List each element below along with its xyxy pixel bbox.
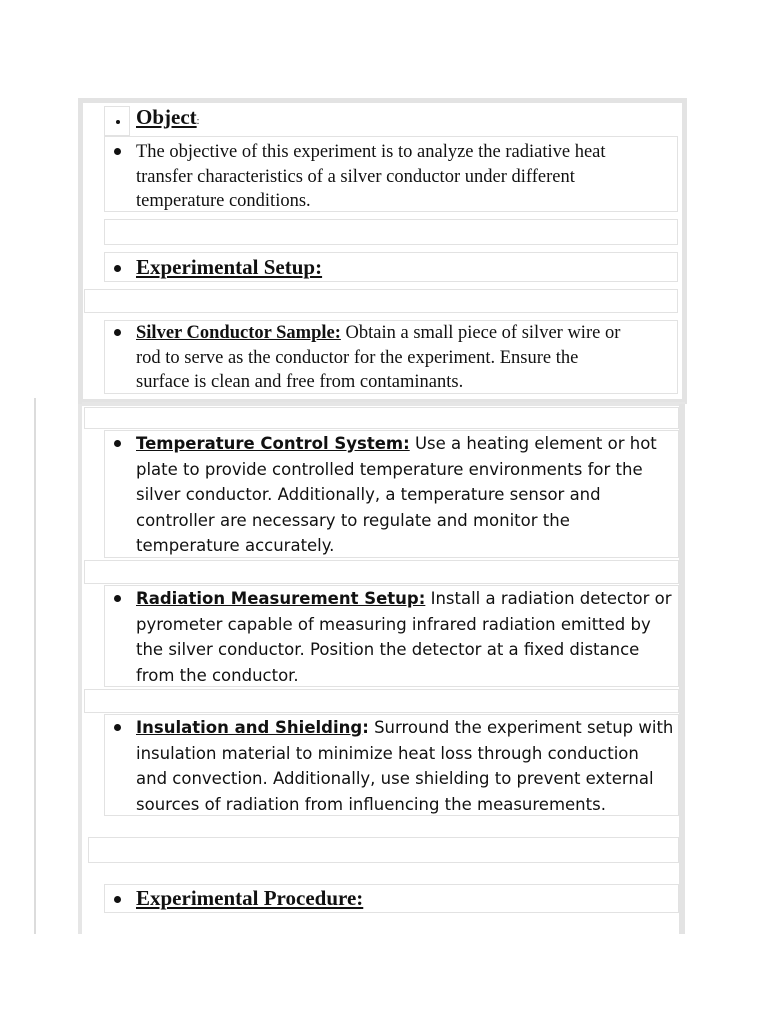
object-heading: Object: xyxy=(136,105,200,129)
list-item-radiation-measurement: Radiation Measurement Setup: Install a radiation detector or pyrometer capable of measuring infrared radiation emitted by the silver conductor. Position the detector at a fixed distance from the conductor. xyxy=(136,589,672,685)
table-cell xyxy=(84,689,679,713)
table-cell xyxy=(84,289,678,313)
document-frame-left xyxy=(78,404,82,934)
bullet-icon xyxy=(114,440,121,447)
setup-heading: Experimental Setup: xyxy=(136,255,323,279)
bullet-icon xyxy=(114,148,121,155)
table-cell xyxy=(84,560,679,584)
document-frame-right xyxy=(679,404,685,934)
table-cell xyxy=(84,407,679,429)
object-paragraph: The objective of this experiment is to analyze the radiative heat transfer characteristics of a silver conductor under different temperature conditions. xyxy=(136,142,606,211)
bullet-icon xyxy=(114,595,121,602)
document-margin-line xyxy=(34,398,36,934)
bullet-icon xyxy=(114,724,121,731)
bullet-icon xyxy=(114,329,121,336)
procedure-heading: Experimental Procedure: xyxy=(136,886,364,910)
table-cell xyxy=(104,219,678,245)
list-item-temperature-control: Temperature Control System: Use a heating element or hot plate to provide controlled temperature environments for the silver conductor. Additionally, a temperature sensor and controller are necessary to regulate and monitor the temperature accurately. xyxy=(136,434,657,555)
bullet-icon xyxy=(114,265,121,272)
list-item-insulation-shielding: Insulation and Shielding: Surround the experiment setup with insulation material to minimize heat loss through conduction and convection. Additionally, use shielding to prevent external sources of radiation from influencing the measurements. xyxy=(136,718,674,814)
bullet-icon xyxy=(114,896,121,903)
table-cell xyxy=(88,837,679,863)
document-frame-divider xyxy=(82,402,685,406)
list-item-silver-conductor: Silver Conductor Sample: Obtain a small piece of silver wire or rod to serve as the conductor for the experiment. Ensure the surface is clean and free from contaminants. xyxy=(136,323,621,392)
bullet-icon xyxy=(116,120,120,124)
